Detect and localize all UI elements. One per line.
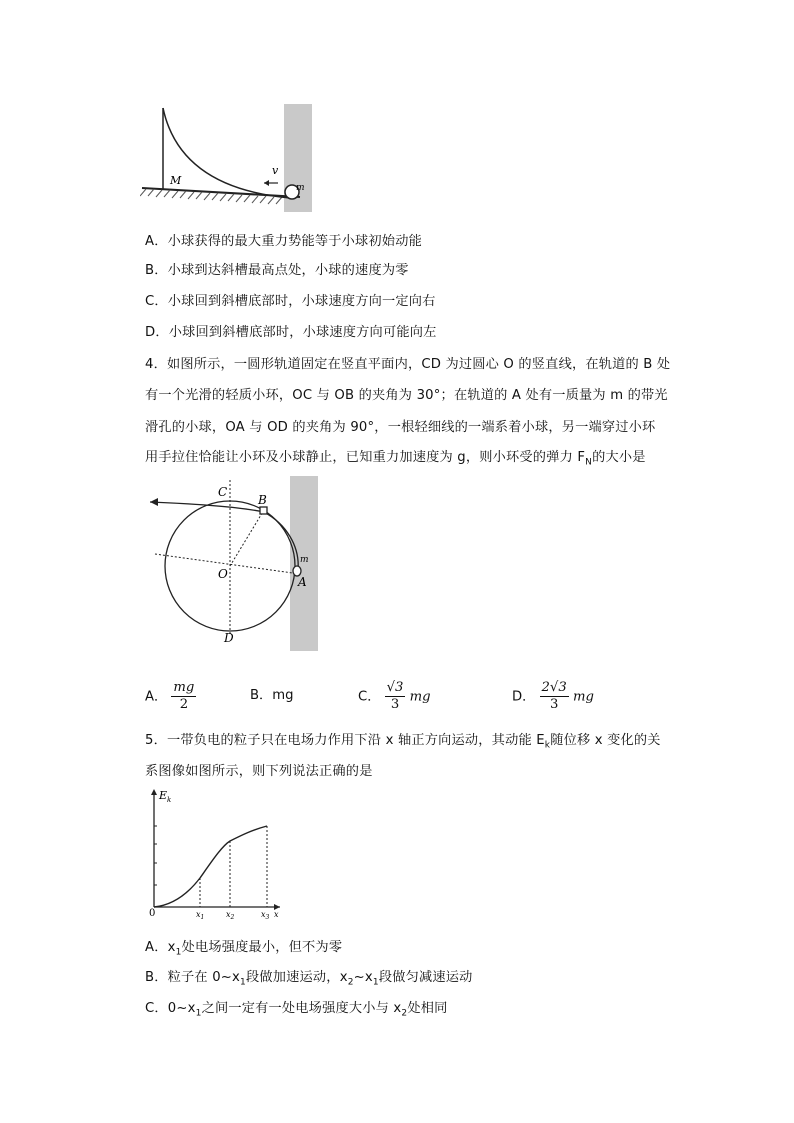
slope-curve [163,108,290,198]
q4-option-a: A． $\frac{mg}{2}$ [145,680,195,712]
y-label: $E_k$ [159,789,172,804]
label-B: B [258,493,267,507]
x2-label: $x_2$ [226,910,235,921]
ek-curve [154,826,267,907]
label-O: O [218,567,228,581]
q4-line-1: 4．如图所示，一圆形轨道固定在竖直平面内，CD 为过圆心 O 的竖直线，在轨道的 B 处 [145,357,671,372]
x-axis-label: x [274,910,279,919]
q3-option-b: B．小球到达斜槽最高点处，小球的速度为零 [145,263,409,278]
slope-figure [140,100,320,215]
q4-option-b: B．mg [250,688,294,703]
label-m: m [300,555,309,565]
x3-label: $x_3$ [261,910,270,921]
q4-line-3: 滑孔的小球，OA 与 OD 的夹角为 90°，一根轻细线的一端系着小球，另一端穿过小环 [145,420,656,435]
label-v: v [272,164,279,177]
ob-line [230,510,264,566]
label-M: M [170,174,182,187]
ek-graph [140,783,290,923]
fraction: $\frac{mg}{2}$ [173,680,195,712]
x1-label: $x_1$ [196,910,205,921]
q4-option-c: C． $\frac{√3}{3}$ mg [358,680,431,712]
q5-option-a: A．$x_1$处电场强度最小，但不为零 [145,940,343,958]
q4-line-2: 有一个光滑的轻质小环，OC 与 OB 的夹角为 30°；在轨道的 A 处有一质量为 m 的带光 [145,388,668,403]
q5-line-2: 系图像如图所示，则下列说法正确的是 [145,764,373,779]
label-D: D [224,631,234,645]
q5-option-b: B．粒子在 $0\sim x_1$段做加速运动，$x_2\sim x_1$段做匀减速运动 [145,970,473,988]
q3-option-a: A．小球获得的最大重力势能等于小球初始动能 [145,234,422,249]
label-A: A [298,575,307,589]
q4-option-d: D． $\frac{2√3}{3}$ mg [512,680,594,712]
q3-option-d: D．小球回到斜槽底部时，小球速度方向可能向左 [145,325,437,340]
small-ring [260,507,267,514]
circle-track-figure [140,474,330,654]
fraction: $\frac{√3}{3}$ [386,680,404,712]
q5-option-c: C．$0\sim x_1$之间一定有一处电场强度大小与 $x_2$处相同 [145,1001,448,1019]
origin-label: 0 [149,908,156,919]
q5-line-1: 5．一带负电的粒子只在电场力作用下沿 x 轴正方向运动，其动能 $E_k$随位移 x 变化的关 [145,733,661,751]
q3-option-c: C．小球回到斜槽底部时，小球速度方向一定向右 [145,294,436,309]
pull-arrow [150,498,158,506]
fraction: $\frac{2√3}{3}$ [541,680,567,712]
label-m: m [296,183,305,193]
label-C: C [218,485,228,499]
q4-line-4: 用手拉住恰能让小环及小球静止，已知重力加速度为 g，则小环受的弹力 $F_N$的大小是 [145,450,646,468]
